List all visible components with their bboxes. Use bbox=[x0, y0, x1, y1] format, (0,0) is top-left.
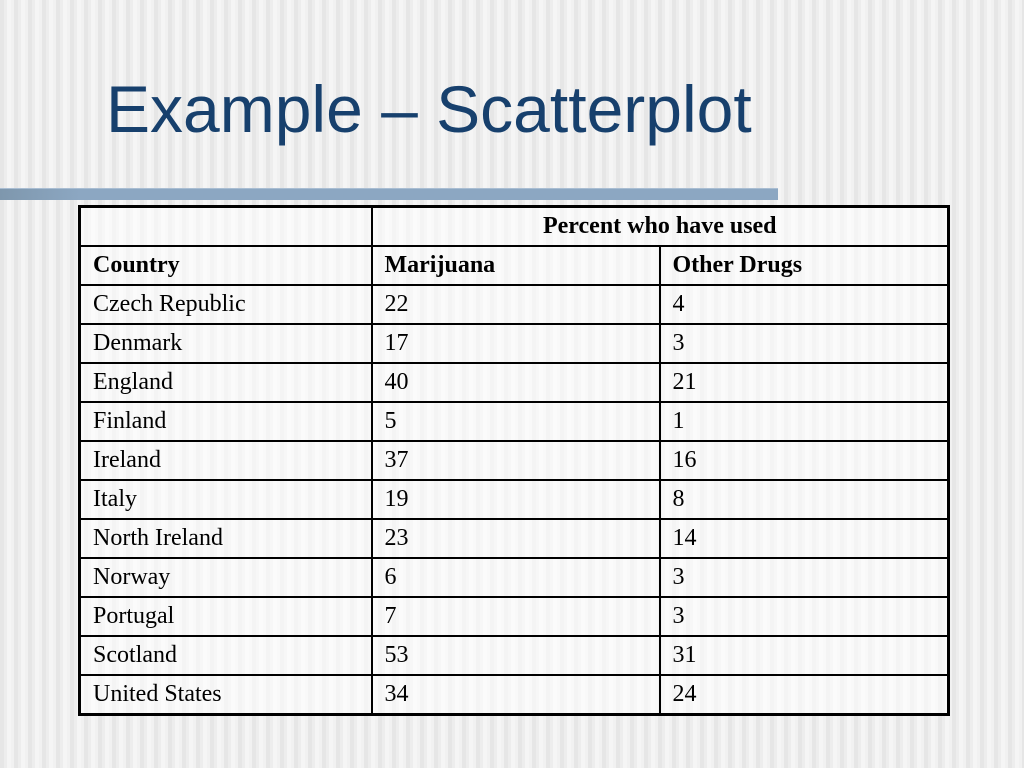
table-row bbox=[80, 597, 949, 636]
other-drugs-cell: 3 bbox=[660, 324, 949, 363]
title-divider-bar bbox=[0, 188, 778, 200]
column-header-other-drugs: Other Drugs bbox=[660, 246, 949, 285]
table-row bbox=[80, 324, 949, 363]
marijuana-cell: 22 bbox=[372, 285, 660, 324]
other-drugs-cell: 3 bbox=[660, 597, 949, 636]
country-cell: Scotland bbox=[80, 636, 372, 675]
table-row bbox=[80, 675, 949, 715]
table-header-row bbox=[80, 246, 949, 285]
table-row bbox=[80, 519, 949, 558]
other-drugs-cell: 1 bbox=[660, 402, 949, 441]
marijuana-cell: 53 bbox=[372, 636, 660, 675]
other-drugs-cell: 21 bbox=[660, 363, 949, 402]
empty-corner-cell bbox=[80, 207, 372, 247]
marijuana-cell: 23 bbox=[372, 519, 660, 558]
marijuana-cell: 34 bbox=[372, 675, 660, 715]
country-cell: North Ireland bbox=[80, 519, 372, 558]
marijuana-cell: 37 bbox=[372, 441, 660, 480]
country-cell: Italy bbox=[80, 480, 372, 519]
table-row bbox=[80, 402, 949, 441]
table-row bbox=[80, 636, 949, 675]
other-drugs-cell: 3 bbox=[660, 558, 949, 597]
other-drugs-cell: 14 bbox=[660, 519, 949, 558]
marijuana-cell: 7 bbox=[372, 597, 660, 636]
country-cell: Ireland bbox=[80, 441, 372, 480]
country-cell: United States bbox=[80, 675, 372, 715]
table-row bbox=[80, 285, 949, 324]
country-cell: Portugal bbox=[80, 597, 372, 636]
other-drugs-cell: 8 bbox=[660, 480, 949, 519]
column-header-marijuana: Marijuana bbox=[372, 246, 660, 285]
table-row bbox=[80, 558, 949, 597]
table-row bbox=[80, 363, 949, 402]
marijuana-cell: 6 bbox=[372, 558, 660, 597]
table-row bbox=[80, 480, 949, 519]
table-row bbox=[80, 441, 949, 480]
country-cell: Finland bbox=[80, 402, 372, 441]
country-cell: England bbox=[80, 363, 372, 402]
data-table bbox=[78, 205, 950, 716]
marijuana-cell: 17 bbox=[372, 324, 660, 363]
country-cell: Denmark bbox=[80, 324, 372, 363]
marijuana-cell: 19 bbox=[372, 480, 660, 519]
table-spanning-header: Percent who have used bbox=[372, 207, 949, 247]
country-cell: Czech Republic bbox=[80, 285, 372, 324]
other-drugs-cell: 24 bbox=[660, 675, 949, 715]
column-header-country: Country bbox=[80, 246, 372, 285]
other-drugs-cell: 31 bbox=[660, 636, 949, 675]
marijuana-cell: 5 bbox=[372, 402, 660, 441]
marijuana-cell: 40 bbox=[372, 363, 660, 402]
page-title: Example – Scatterplot bbox=[106, 72, 752, 146]
table-row-spanning-header bbox=[80, 207, 949, 247]
country-cell: Norway bbox=[80, 558, 372, 597]
other-drugs-cell: 16 bbox=[660, 441, 949, 480]
other-drugs-cell: 4 bbox=[660, 285, 949, 324]
